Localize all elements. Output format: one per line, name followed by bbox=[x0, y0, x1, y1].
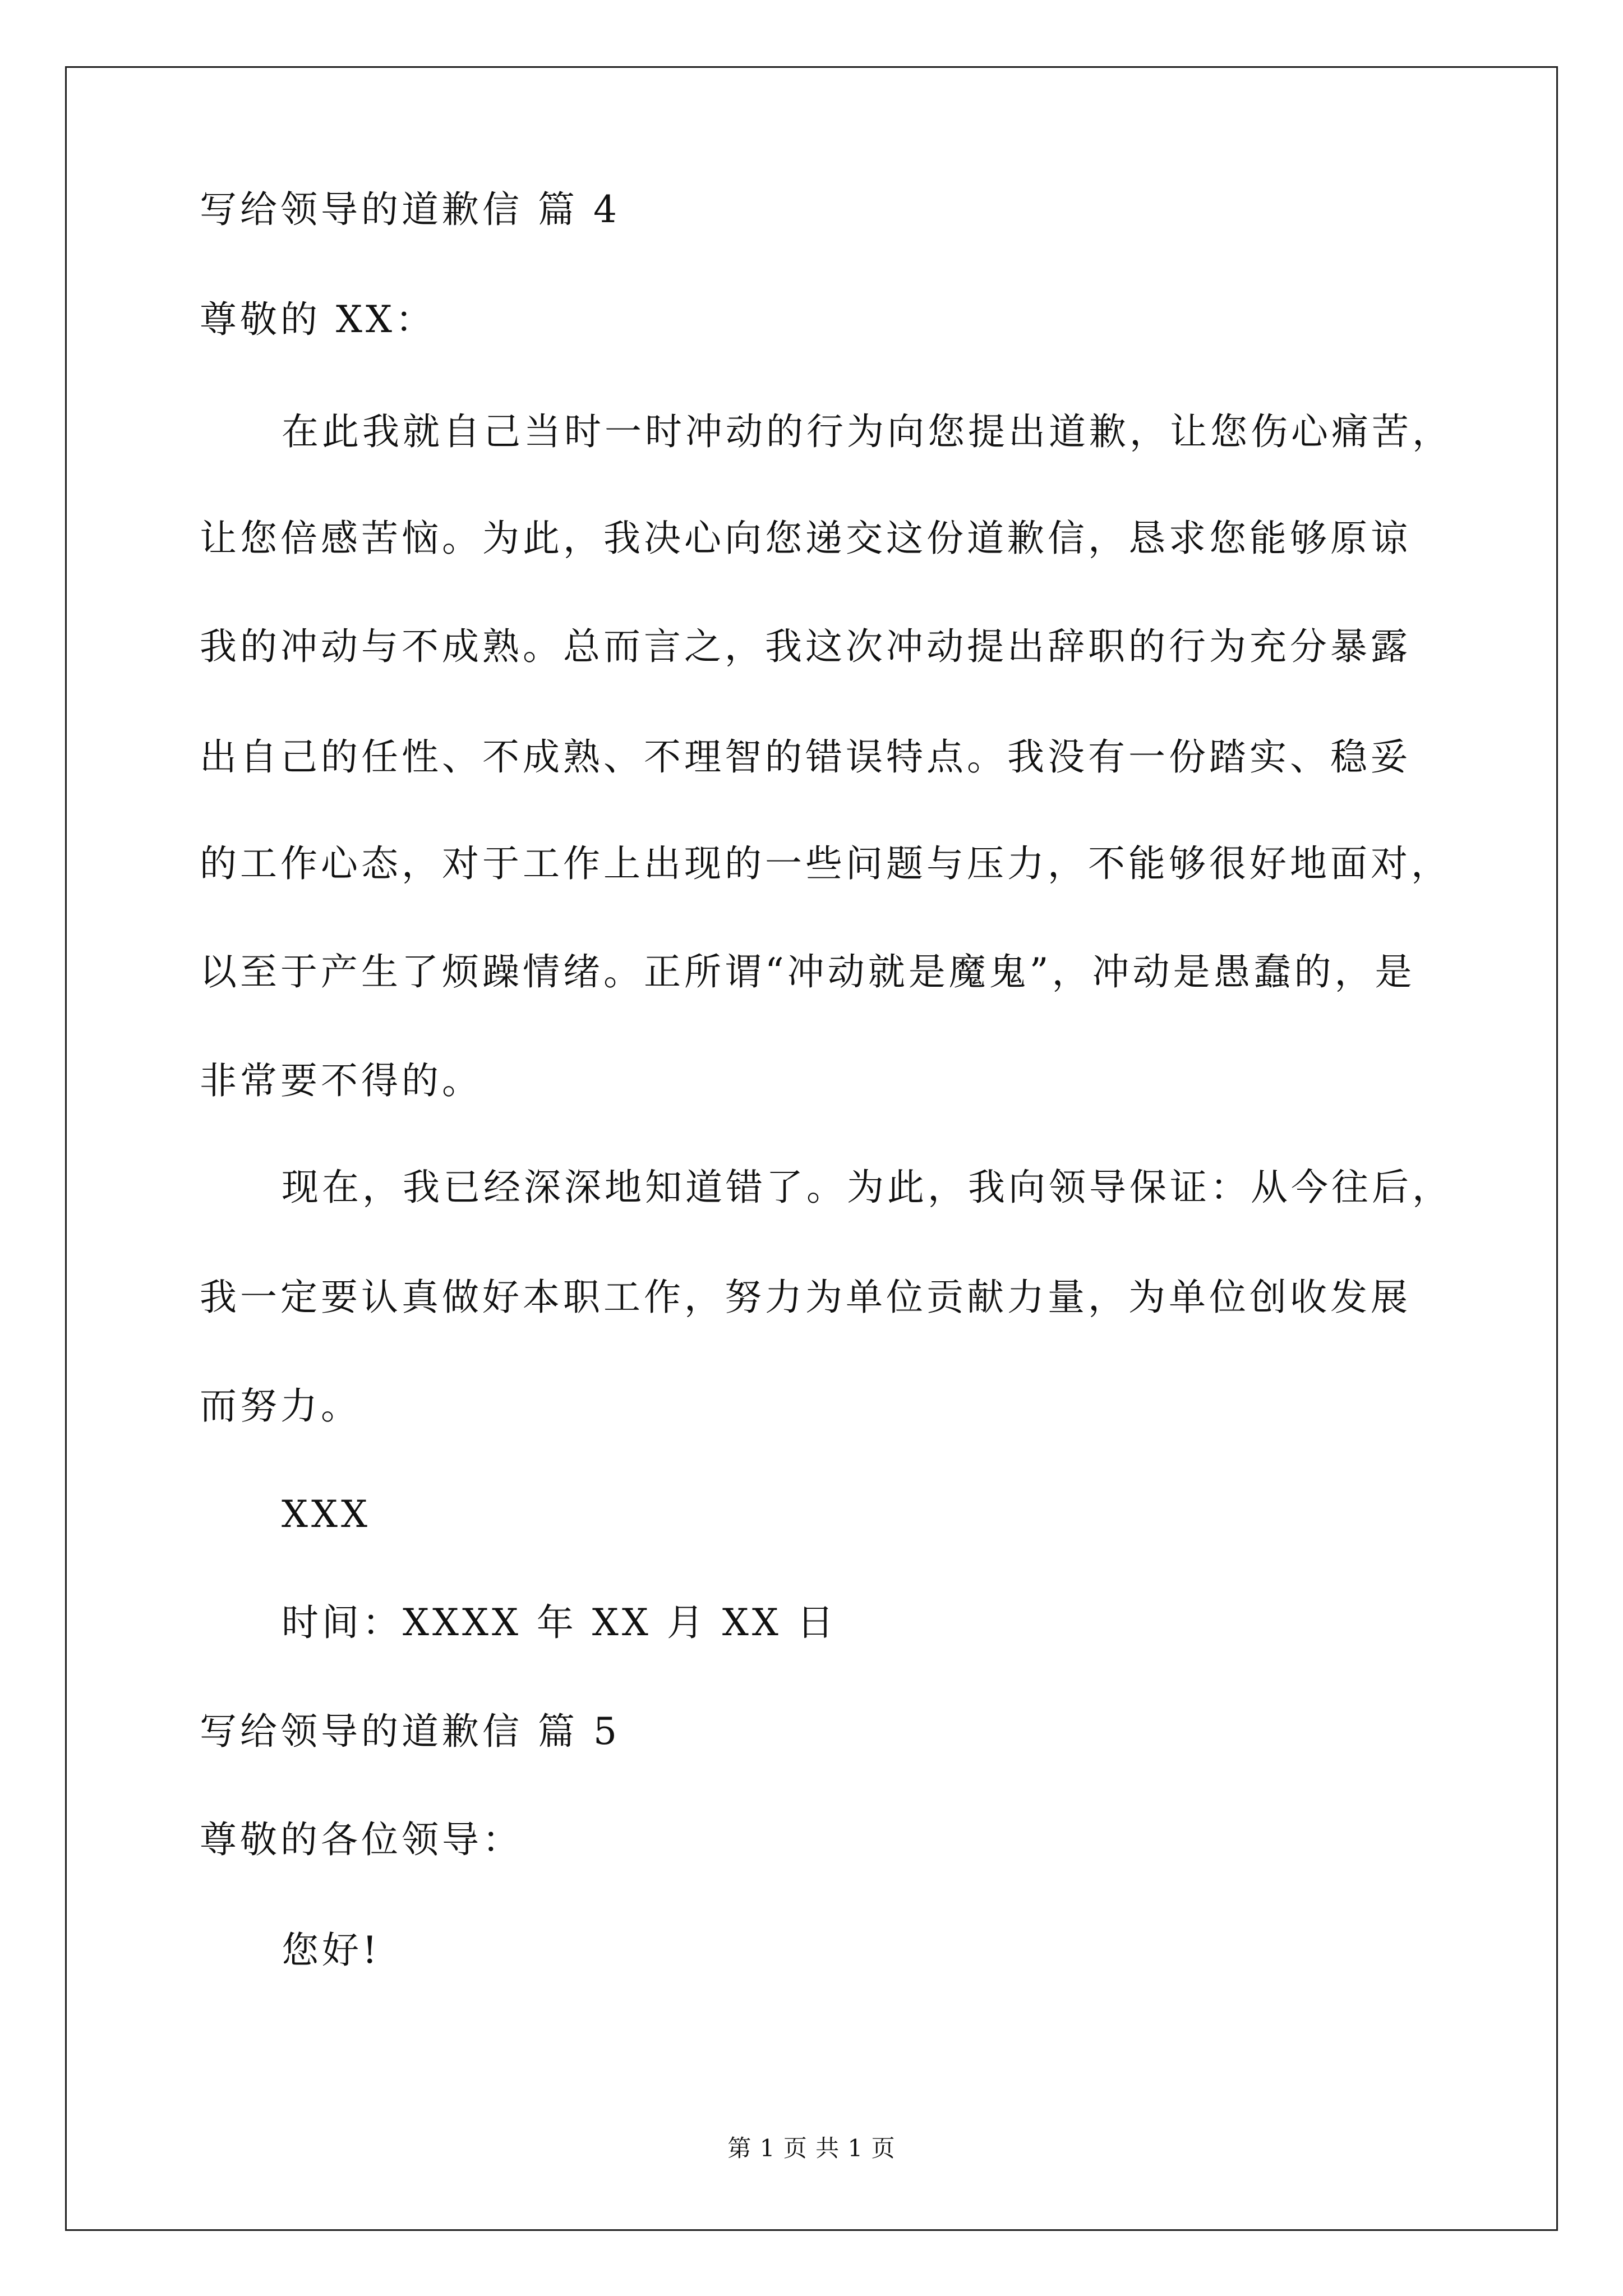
section-title-4: 写给领导的道歉信 篇 4 bbox=[200, 188, 620, 231]
greeting: 您好! bbox=[282, 1929, 381, 1972]
paragraph-line: 现在，我已经深深地知道错了。为此，我向领导保证：从今往后， bbox=[282, 1166, 1453, 1209]
paragraph-line: 的工作心态，对于工作上出现的一些问题与压力，不能够很好地面对， bbox=[200, 842, 1451, 885]
paragraph-line: 我的冲动与不成熟。总而言之，我这次冲动提出辞职的行为充分暴露 bbox=[200, 625, 1411, 668]
paragraph-line: 让您倍感苦恼。为此，我决心向您递交这份道歉信，恳求您能够原谅 bbox=[200, 517, 1411, 560]
signature: XXX bbox=[282, 1493, 371, 1536]
paragraph-line: 非常要不得的。 bbox=[200, 1059, 482, 1102]
date-line: 时间：XXXX 年 XX 月 XX 日 bbox=[282, 1601, 837, 1644]
salutation: 尊敬的各位领导： bbox=[200, 1818, 523, 1861]
salutation: 尊敬的 XX： bbox=[200, 298, 436, 341]
page-border bbox=[65, 66, 1558, 2231]
paragraph-line: 以至于产生了烦躁情绪。正所谓“冲动就是魔鬼”，冲动是愚蠢的，是 bbox=[200, 950, 1415, 993]
paragraph-line: 而努力。 bbox=[200, 1384, 361, 1428]
section-title-5: 写给领导的道歉信 篇 5 bbox=[200, 1710, 620, 1753]
paragraph-line: 在此我就自己当时一时冲动的行为向您提出道歉，让您伤心痛苦， bbox=[282, 410, 1453, 453]
paragraph-line: 出自己的任性、不成熟、不理智的错误特点。我没有一份踏实、稳妥 bbox=[200, 735, 1411, 779]
page-footer: 第 1 页 共 1 页 bbox=[727, 2134, 896, 2162]
paragraph-line: 我一定要认真做好本职工作，努力为单位贡献力量，为单位创收发展 bbox=[200, 1276, 1411, 1319]
